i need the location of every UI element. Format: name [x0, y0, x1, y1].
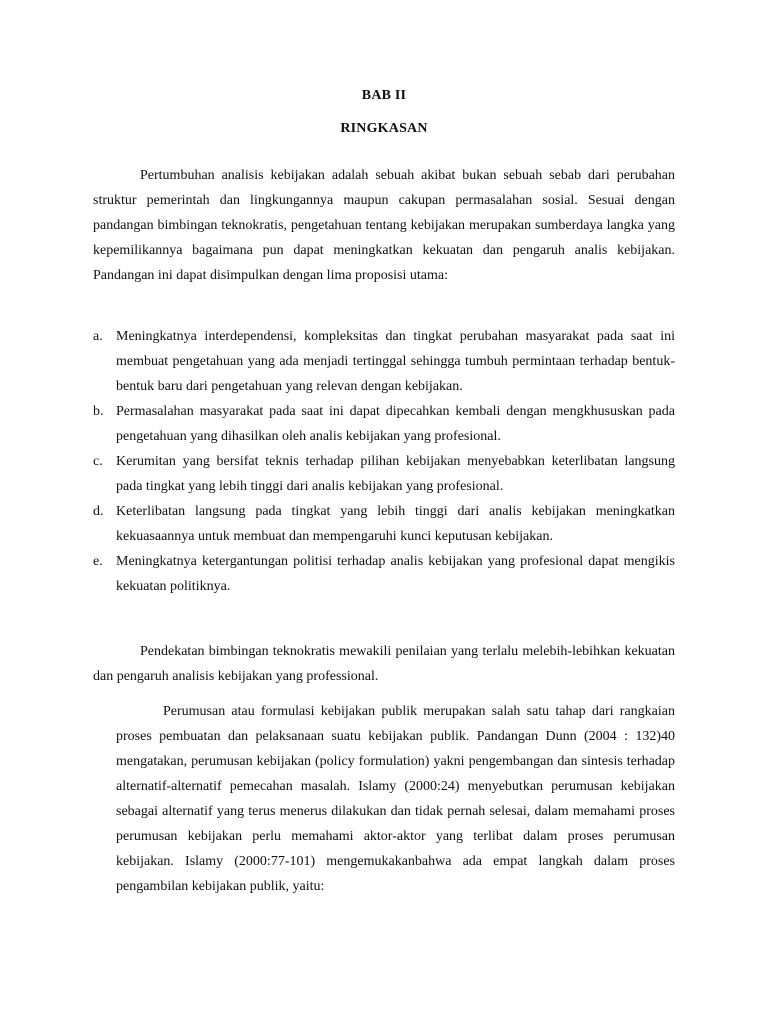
list-item-text: Keterlibatan langsung pada tingkat yang lebih tinggi dari analis kebijakan meningkatkan kekuasaannya untuk membuat dan mempengaruhi kunci keputusan kebijakan. [116, 504, 675, 544]
list-marker: b. [93, 404, 104, 419]
list-item [93, 499, 675, 549]
paragraph-technocratic: Pendekatan bimbingan teknokratis mewakili penilaian yang terlalu melebih-lebihkan kekuatan dan pengaruh analisis kebijakan yang professional. [93, 644, 675, 684]
list-marker: c. [93, 454, 103, 469]
list-item-text: Permasalahan masyarakat pada saat ini dapat dipecahkan kembali dengan mengkhususkan pada pengetahuan yang dihasilkan oleh analis kebijakan yang profesional. [116, 404, 675, 444]
list-item [93, 449, 675, 499]
list-item [93, 549, 675, 599]
section-title: RINGKASAN [340, 121, 428, 136]
list-item-text: Meningkatnya ketergantungan politisi terhadap analis kebijakan yang profesional dapat mengikis kekuatan politiknya. [116, 554, 675, 594]
list-item [93, 399, 675, 449]
list-item-text: Meningkatnya interdependensi, kompleksitas dan tingkat perubahan masyarakat pada saat ini membuat pengetahuan yang ada menjadi tertinggal sehingga tumbuh permintaan terhadap bentuk-bentuk baru dari pengetahuan yang relevan dengan kebijakan. [116, 329, 675, 394]
list-marker: e. [93, 554, 103, 569]
list-marker: a. [93, 329, 103, 344]
chapter-heading: BAB II [361, 88, 407, 103]
list-item-text: Kerumitan yang bersifat teknis terhadap pilihan kebijakan menyebabkan keterlibatan langsung pada tingkat yang lebih tinggi dari analis kebijakan yang profesional. [116, 454, 675, 494]
list-item [93, 324, 675, 399]
intro-paragraph: Pertumbuhan analisis kebijakan adalah sebuah akibat bukan sebuah sebab dari perubahan struktur pemerintah dan lingkungannya maupun cakupan permasalahan sosial. Sesuai dengan pandangan bimbingan teknokratis, pengetahuan tentang kebijakan merupakan sumberdaya langka yang kepemilikannya bagaimana pun dapat meningkatkan kekuatan dan pengaruh analis kebijakan. Pandangan ini dapat disimpulkan dengan lima proposisi utama: [93, 168, 675, 283]
propositions-list [93, 324, 675, 599]
paragraph-formulation: Perumusan atau formulasi kebijakan publik merupakan salah satu tahap dari rangkaian proses pembuatan dan pelaksanaan suatu kebijakan publik. Pandangan Dunn (2004 : 132)40 mengatakan, perumusan kebijakan (policy formulation) yakni pengembangan dan sintesis terhadap alternatif-alternatif pemecahan masalah. Islamy (2000:24) menyebutkan perumusan kebijakan sebagai alternatif yang terus menerus dilakukan dan tidak pernah selesai, dalam memahami proses perumusan kebijakan perlu memahami aktor-aktor yang terlibat dalam proses perumusan kebijakan. Islamy (2000:77-101) mengemukakanbahwa ada empat langkah dalam proses pengambilan kebijakan publik, yaitu: [116, 704, 675, 894]
list-marker: d. [93, 504, 104, 519]
